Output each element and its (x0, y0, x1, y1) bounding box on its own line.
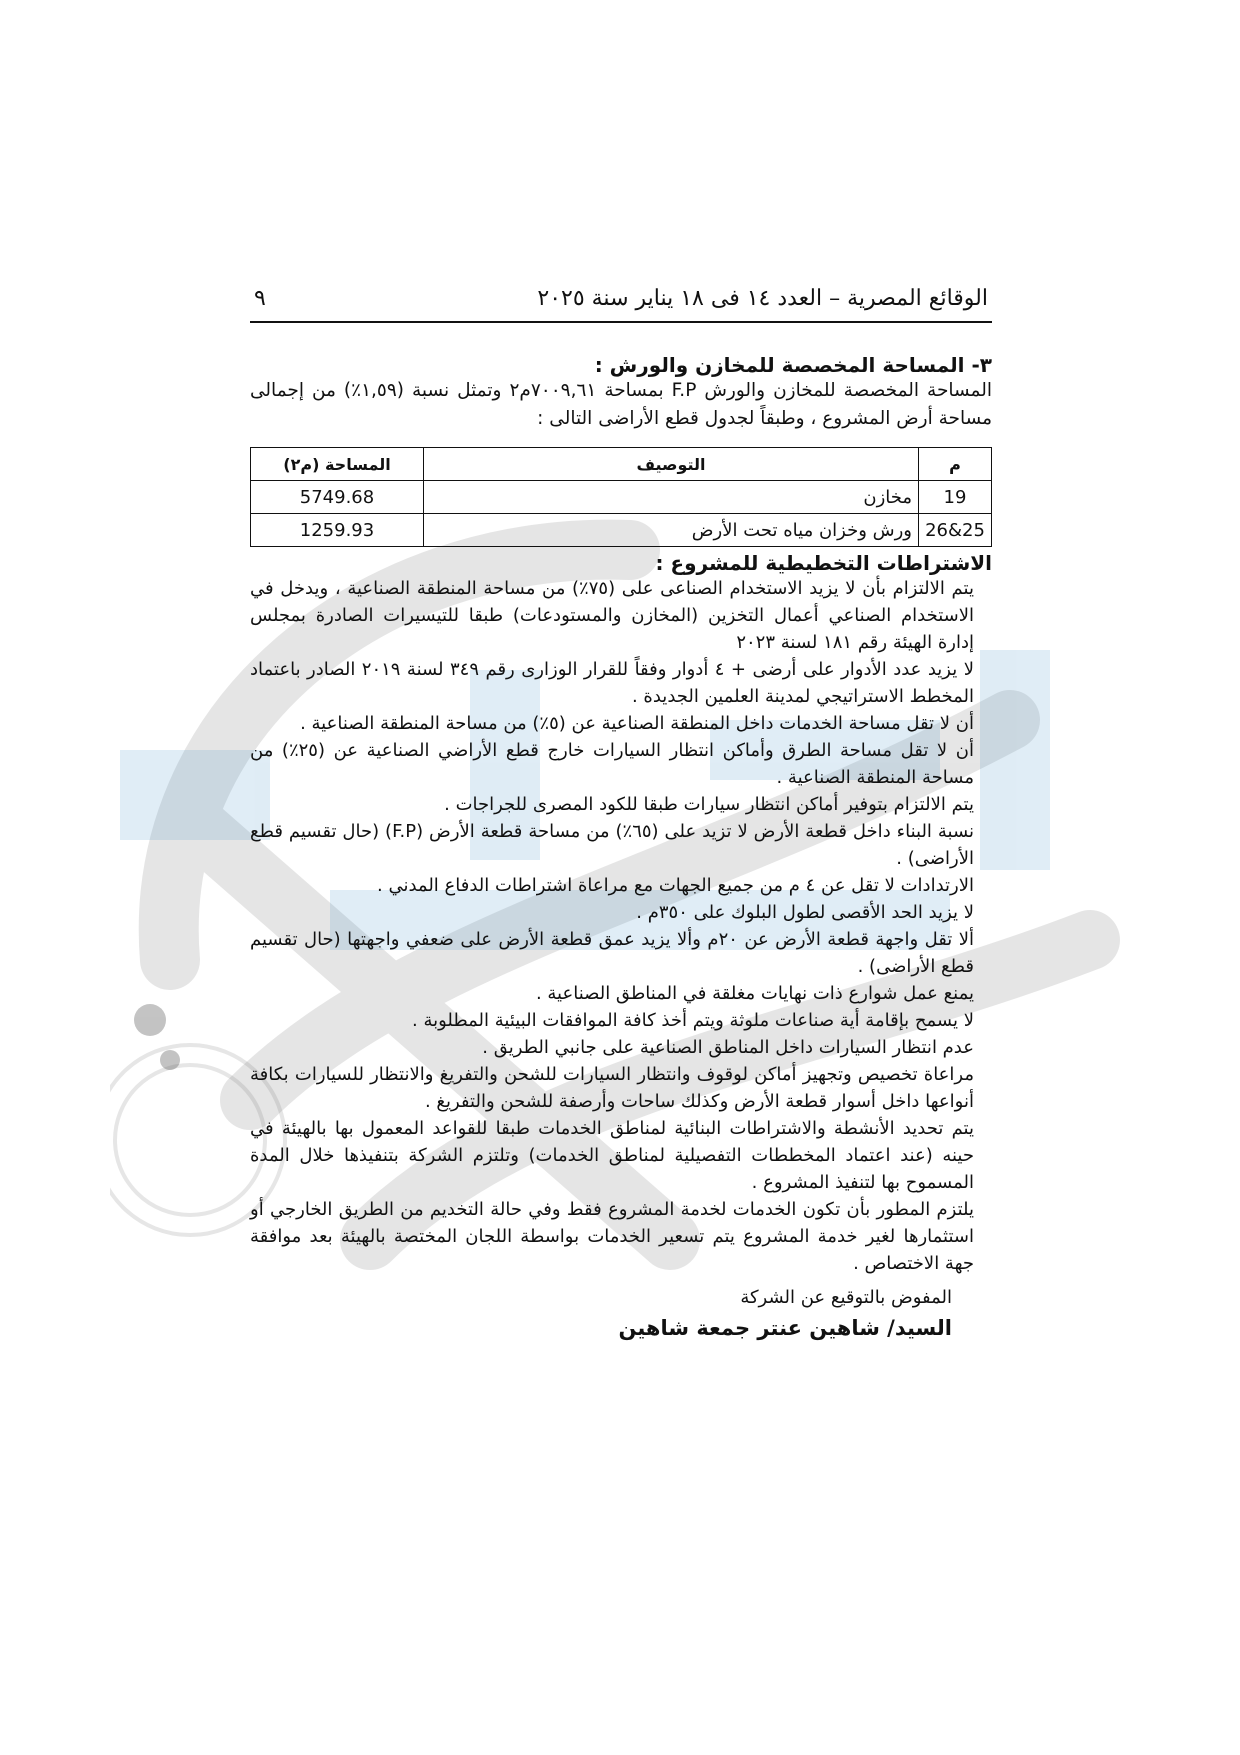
land-parcels-table (250, 447, 992, 547)
signer-name: السيد/ شاهين عنتر جمعة شاهين (618, 1316, 952, 1340)
gazette-title: الوقائع المصرية – العدد ١٤ فى ١٨ يناير سنة ٢٠٢٥ (537, 286, 988, 311)
row-desc: مخازن (424, 481, 919, 514)
row-num: 25&26 (919, 514, 992, 547)
table-row (251, 481, 992, 514)
list-item: لا يزيد عدد الأدوار على أرضى + ٤ أدوار وفقاً للقرار الوزارى رقم ٣٤٩ لسنة ٢٠١٩ الصادر باعتماد المخطط الاستراتيجي لمدينة العلمين الجديدة . (250, 659, 974, 707)
row-desc: ورش وخزان مياه تحت الأرض (424, 514, 919, 547)
list-item: عدم انتظار السيارات داخل المناطق الصناعية على جانبي الطريق . (482, 1037, 974, 1058)
table-header-row (251, 448, 992, 481)
table-row (251, 514, 992, 547)
header-desc: التوصيف (424, 448, 919, 481)
signature-block (250, 1283, 992, 1343)
page-header (250, 286, 992, 323)
row-area: 5749.68 (251, 481, 424, 514)
list-item: لا يزيد الحد الأقصى لطول البلوك على ٣٥٠م . (636, 902, 974, 923)
section-heading-warehouses: ٣- المساحة المخصصة للمخازن والورش : (594, 353, 992, 377)
list-item: الارتدادات لا تقل عن ٤ م من جميع الجهات مع مراعاة اشتراطات الدفاع المدني . (377, 875, 974, 896)
list-item: يلتزم المطور بأن تكون الخدمات لخدمة المشروع فقط وفي حالة التخديم من الطريق الخارجي أو استثمارها لغير خدمة المشروع يتم تسعير الخدمات بواسطة اللجان المختصة بالهيئة بعد موافقة جهة الاختصاص . (250, 1199, 974, 1274)
document-page (250, 286, 992, 1343)
list-item: ألا تقل واجهة قطعة الأرض عن ٢٠م وألا يزيد عمق قطعة الأرض على ضعفي واجهتها (حال تقسيم قطع الأراضى) . (250, 929, 974, 977)
list-item: لا يسمح بإقامة أية صناعات ملوثة ويتم أخذ كافة الموافقات البيئية المطلوبة . (412, 1010, 974, 1031)
conditions-list (250, 575, 992, 1277)
list-item: أن لا تقل مساحة الطرق وأماكن انتظار السيارات خارج قطع الأراضي الصناعية عن (٢٥٪) من مساحة المنطقة الصناعية . (250, 740, 975, 788)
list-item: مراعاة تخصيص وتجهيز أماكن لوقوف وانتظار السيارات للشحن والتفريغ والانتظار للسيارات بكافة أنواعها داخل أسوار قطعة الأرض وكذلك ساحات وأرصفة للشحن والتفريغ . (250, 1064, 974, 1112)
list-item: يتم الالتزام بأن لا يزيد الاستخدام الصناعى على (٧٥٪) من مساحة المنطقة الصناعية ، ويدخل في الاستخدام الصناعي أعمال التخزين (المخازن والمستودعات) طبقا للتيسيرات الصادرة بمجلس إدارة الهيئة رقم ١٨١ لسنة ٢٠٢٣ (250, 578, 974, 653)
conditions-heading: الاشتراطات التخطيطية للمشروع : (655, 551, 992, 575)
row-area: 1259.93 (251, 514, 424, 547)
row-num: 19 (919, 481, 992, 514)
list-item: يتم تحديد الأنشطة والاشتراطات البنائية لمناطق الخدمات طبقا للقواعد المعمول بها بالهيئة في حينه (عند اعتماد المخططات التفصيلية لمناطق الخدمات) وتلتزم الشركة بتنفيذها خلال المدة المسموح بها لتنفيذ المشروع . (250, 1118, 974, 1193)
list-item: أن لا تقل مساحة الخدمات داخل المنطقة الصناعية عن (٥٪) من مساحة المنطقة الصناعية . (300, 713, 974, 734)
list-item: يتم الالتزام بتوفير أماكن انتظار سيارات طبقا للكود المصرى للجراجات . (444, 794, 974, 815)
page-number: ٩ (254, 286, 266, 311)
list-item: نسبة البناء داخل قطعة الأرض لا تزيد على (٦٥٪) من مساحة قطعة الأرض (F.P) (حال تقسيم قطع الأراضى) . (250, 821, 975, 869)
signature-label: المفوض بالتوقيع عن الشركة (740, 1287, 952, 1308)
list-item: يمنع عمل شوارع ذات نهايات مغلقة في المناطق الصناعية . (535, 983, 974, 1004)
header-area: المساحة (م٢) (251, 448, 424, 481)
header-num: م (919, 448, 992, 481)
section-paragraph: المساحة المخصصة للمخازن والورش F.P بمساحة ٧٠٠٩,٦١م٢ وتمثل نسبة (١,٥٩٪) من إجمالى مساحة أرض المشروع ، وطبقاً لجدول قطع الأراضى التالى : (250, 380, 992, 429)
